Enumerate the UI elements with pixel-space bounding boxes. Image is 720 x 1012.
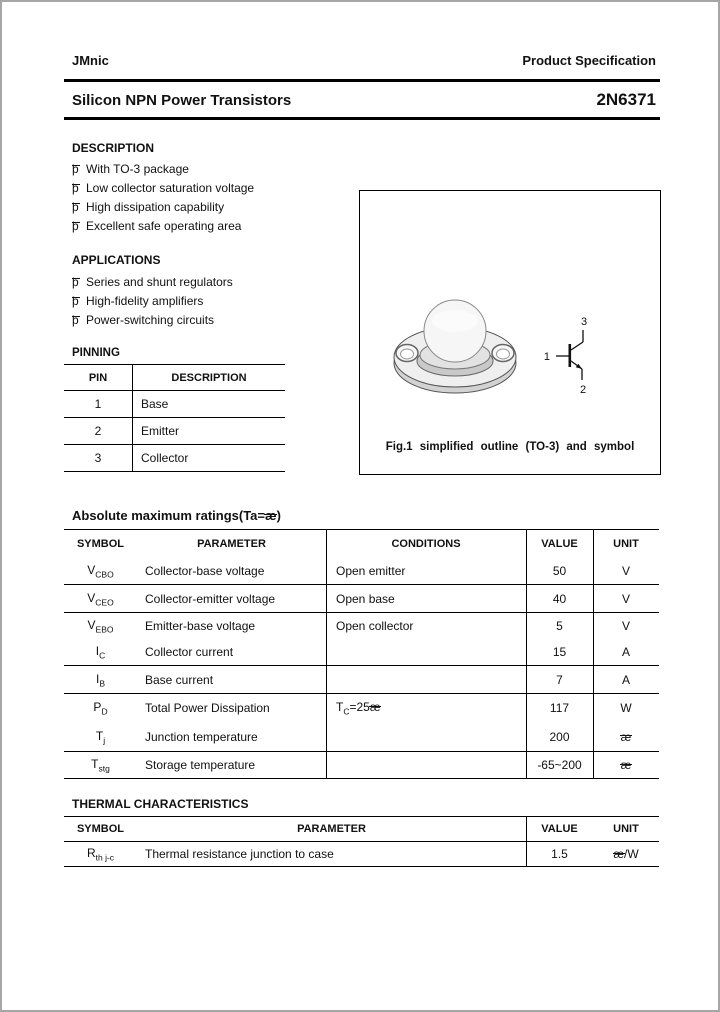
degree-c-glyph: æ	[369, 700, 381, 715]
list-item-text: High-fidelity amplifiers	[86, 293, 204, 308]
row-block	[64, 666, 659, 694]
unit-cell: V	[621, 591, 630, 606]
degree-c-glyph: æ	[620, 758, 632, 772]
pinning-table	[64, 364, 285, 472]
parameter-cell: Base current	[145, 672, 214, 687]
row-block	[64, 694, 659, 752]
pin-number: 3	[64, 445, 133, 471]
col-header-unit: UNIT	[613, 823, 639, 835]
table-row	[64, 639, 659, 665]
unit-cell: W	[620, 701, 632, 715]
symbol-cell: $V_{CBO}$	[87, 563, 114, 580]
bullet-icon: þ	[72, 276, 86, 288]
col-header-value: VALUE	[541, 538, 578, 550]
description-list	[72, 159, 254, 235]
pin-label-emitter: 2	[579, 384, 587, 396]
figure-box	[359, 190, 661, 475]
col-header-unit: UNIT	[613, 538, 639, 550]
ratings-heading-text: Absolute maximum ratings(Ta=	[72, 508, 265, 523]
pin-description: Collector	[141, 451, 189, 465]
pin-label-base: 1	[543, 351, 550, 363]
parameter-cell: Collector-base voltage	[145, 564, 265, 578]
thermal-header-row	[64, 817, 659, 841]
pin-label-collector: 3	[580, 316, 588, 328]
figure-caption: Fig.1 simplified outline (TO-3) and symbol	[385, 441, 635, 453]
degree-c-glyph: æ	[265, 508, 277, 523]
pin-col-header: PIN	[64, 365, 133, 390]
spec-label: Product Specification	[522, 53, 656, 68]
symbol-cell: $P_D$	[93, 700, 108, 717]
pin-description: Emitter	[141, 424, 180, 438]
list-item-text: Power-switching circuits	[86, 312, 215, 327]
symbol-cell: $T_{stg}$	[91, 757, 110, 774]
thermal-table	[64, 816, 659, 867]
table-row	[64, 752, 659, 778]
col-header-conditions: CONDITIONS	[391, 538, 461, 550]
value-cell: 50	[552, 564, 567, 578]
symbol-cell: $I_C$	[95, 644, 106, 661]
symbol-cell: $V_{EBO}$	[87, 618, 114, 635]
table-row	[64, 445, 285, 472]
bullet-icon: þ	[72, 163, 86, 175]
parameter-cell: Thermal resistance junction to case	[145, 847, 334, 861]
col-header-symbol: SYMBOL	[76, 538, 125, 550]
table-row	[64, 418, 285, 445]
table-row	[64, 613, 659, 639]
value-cell: 7	[556, 672, 563, 687]
symbol-cell: $I_B$	[95, 671, 105, 688]
part-number: 2N6371	[596, 90, 656, 109]
description-col-header: DESCRIPTION	[171, 371, 247, 384]
list-item	[72, 272, 233, 291]
col-header-symbol: SYMBOL	[76, 823, 125, 835]
conditions-cell: $T_C=25æ$	[336, 700, 381, 717]
column-divider	[593, 530, 594, 779]
unit-cell: V	[621, 564, 630, 578]
parameter-cell: Junction temperature	[145, 729, 258, 744]
symbol-cell: $V_{CEO}$	[87, 590, 114, 607]
value-cell: 5	[556, 619, 563, 633]
table-row	[64, 666, 659, 693]
table-row	[64, 558, 659, 584]
row-block	[64, 817, 659, 842]
degree-c-glyph: æ	[613, 847, 624, 861]
column-divider	[526, 530, 527, 779]
table-row	[64, 391, 285, 418]
value-cell: 1.5	[551, 847, 568, 861]
bullet-icon: þ	[72, 314, 86, 326]
parameter-cell: Total Power Dissipation	[145, 701, 270, 715]
parameter-cell: Collector current	[145, 645, 234, 659]
table-row	[64, 842, 659, 866]
conditions-cell: Open base	[336, 591, 395, 606]
row-block	[64, 613, 659, 666]
pin-number: 1	[64, 391, 133, 417]
col-header-parameter: PARAMETER	[197, 538, 266, 550]
list-item	[72, 197, 254, 216]
vendor-name: JMnic	[72, 53, 109, 68]
list-item	[72, 291, 233, 310]
table-row	[64, 722, 659, 751]
bullet-icon: þ	[72, 295, 86, 307]
list-item-text: Excellent safe operating area	[86, 218, 242, 233]
to3-package-and-symbol-drawing	[360, 191, 658, 472]
row-block	[64, 752, 659, 779]
applications-heading: APPLICATIONS	[72, 253, 161, 267]
ratings-heading	[72, 508, 281, 523]
list-item-text: Low collector saturation voltage	[86, 180, 255, 195]
col-header-parameter: PARAMETER	[297, 823, 366, 835]
value-cell: 117	[549, 701, 570, 715]
column-divider	[326, 530, 327, 779]
list-item	[72, 216, 254, 235]
row-block	[64, 530, 659, 585]
doc-title: Silicon NPN Power Transistors	[72, 92, 292, 109]
pin-description: Base	[141, 397, 169, 411]
pinning-heading: PINNING	[72, 347, 120, 359]
ratings-header-row	[64, 530, 659, 558]
to3-package-icon	[394, 300, 516, 393]
ratings-heading-close: )	[276, 508, 281, 523]
value-cell: 15	[552, 645, 567, 659]
column-divider	[526, 817, 527, 867]
parameter-cell: Emitter-base voltage	[145, 619, 256, 633]
row-block	[64, 585, 659, 613]
list-item-text: Series and shunt regulators	[86, 274, 233, 289]
list-item-text: High dissipation capability	[86, 199, 225, 214]
ratings-table	[64, 529, 659, 779]
header-rule-top	[64, 79, 660, 82]
conditions-cell: Open collector	[336, 619, 414, 633]
symbol-cell: $R_{th j-c}$	[86, 846, 115, 863]
value-cell: 200	[549, 729, 570, 744]
table-row	[64, 694, 659, 722]
description-heading: DESCRIPTION	[72, 141, 155, 155]
degree-c-glyph: æ	[620, 729, 632, 744]
parameter-cell: Storage temperature	[145, 758, 256, 772]
list-item	[72, 310, 233, 329]
table-row	[64, 585, 659, 612]
list-item-text: With TO-3 package	[86, 161, 189, 176]
thermal-heading: THERMAL CHARACTERISTICS	[72, 797, 249, 811]
unit-cell	[593, 758, 659, 772]
bullet-icon: þ	[72, 182, 86, 194]
unit-cell: æ/W	[613, 847, 639, 861]
pin-number: 2	[64, 418, 133, 444]
list-item	[72, 159, 254, 178]
applications-list	[72, 272, 233, 329]
list-item	[72, 178, 254, 197]
row-block	[64, 842, 659, 867]
value-cell: 40	[552, 591, 567, 606]
parameter-cell: Collector-emitter voltage	[145, 591, 276, 606]
bullet-icon: þ	[72, 220, 86, 232]
value-cell: -65~200	[537, 758, 582, 772]
symbol-cell: $T_j$	[95, 728, 106, 745]
unit-cell: V	[621, 619, 630, 633]
pinning-header-row	[64, 365, 285, 391]
conditions-cell: Open emitter	[336, 564, 406, 578]
unit-cell	[593, 730, 659, 744]
col-header-value: VALUE	[541, 823, 578, 835]
header-rule-bottom	[64, 117, 660, 120]
unit-cell: A	[621, 672, 630, 687]
npn-symbol-icon	[556, 330, 583, 380]
bullet-icon: þ	[72, 201, 86, 213]
unit-cell: A	[621, 645, 630, 659]
